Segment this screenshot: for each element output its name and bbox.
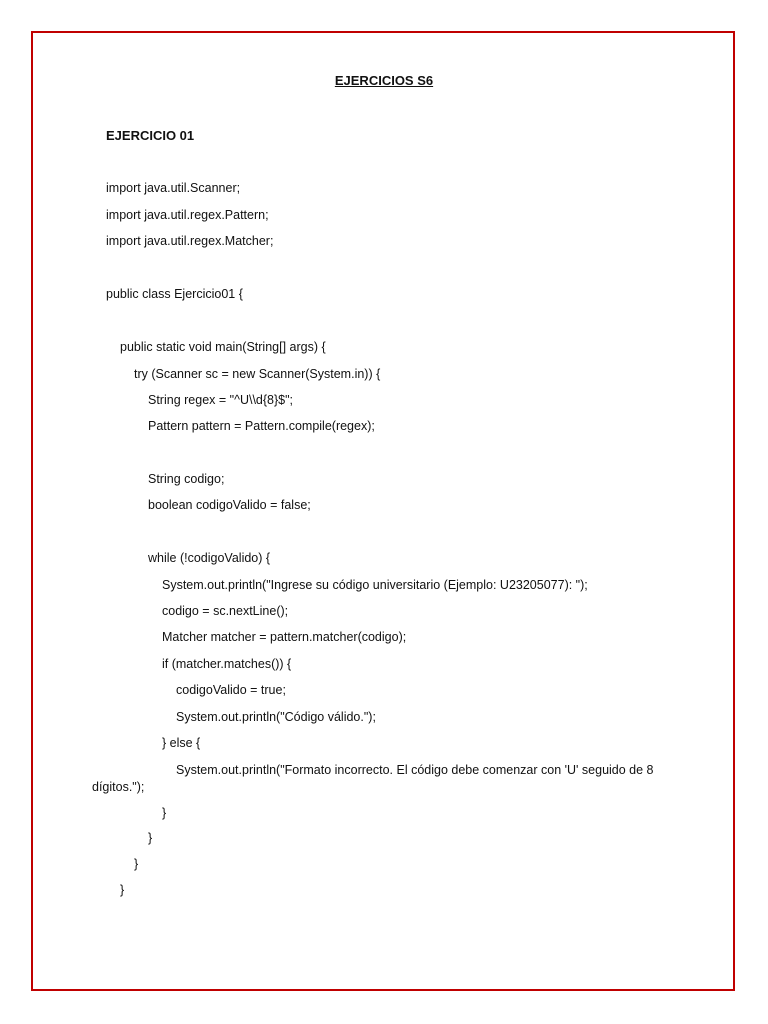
- code-line: boolean codigoValido = false;: [148, 498, 311, 512]
- code-line: }: [162, 806, 167, 820]
- code-line: }: [148, 831, 153, 845]
- code-line: import java.util.Scanner;: [106, 181, 241, 195]
- code-line: String codigo;: [148, 472, 225, 486]
- code-line: try (Scanner sc = new Scanner(System.in)) {: [134, 367, 381, 381]
- code-line: }: [134, 857, 139, 871]
- exercise-heading: EJERCICIO 01: [106, 128, 195, 143]
- code-line: System.out.println("Ingrese su código universitario (Ejemplo: U23205077): ");: [162, 578, 588, 592]
- code-line: Matcher matcher = pattern.matcher(codigo);: [162, 630, 407, 644]
- code-line: } else {: [162, 736, 201, 750]
- code-line: import java.util.regex.Pattern;: [106, 208, 269, 222]
- code-line: Pattern pattern = Pattern.compile(regex);: [148, 419, 375, 433]
- code-line: codigoValido = true;: [176, 683, 286, 697]
- document-title: EJERCICIOS S6: [334, 73, 434, 88]
- code-line: import java.util.regex.Matcher;: [106, 234, 274, 248]
- code-line: codigo = sc.nextLine();: [162, 604, 289, 618]
- code-line: dígitos.");: [92, 780, 145, 794]
- code-line: public static void main(String[] args) {: [120, 340, 326, 354]
- code-line: System.out.println("Formato incorrecto. El código debe comenzar con 'U' seguido de 8: [176, 763, 654, 777]
- code-line: System.out.println("Código válido.");: [176, 710, 376, 724]
- page-frame: [31, 31, 735, 991]
- code-line: while (!codigoValido) {: [148, 551, 271, 565]
- code-line: if (matcher.matches()) {: [162, 657, 292, 671]
- code-line: String regex = "^U\\d{8}$";: [148, 393, 294, 407]
- code-line: public class Ejercicio01 {: [106, 287, 243, 301]
- code-line: }: [120, 883, 125, 897]
